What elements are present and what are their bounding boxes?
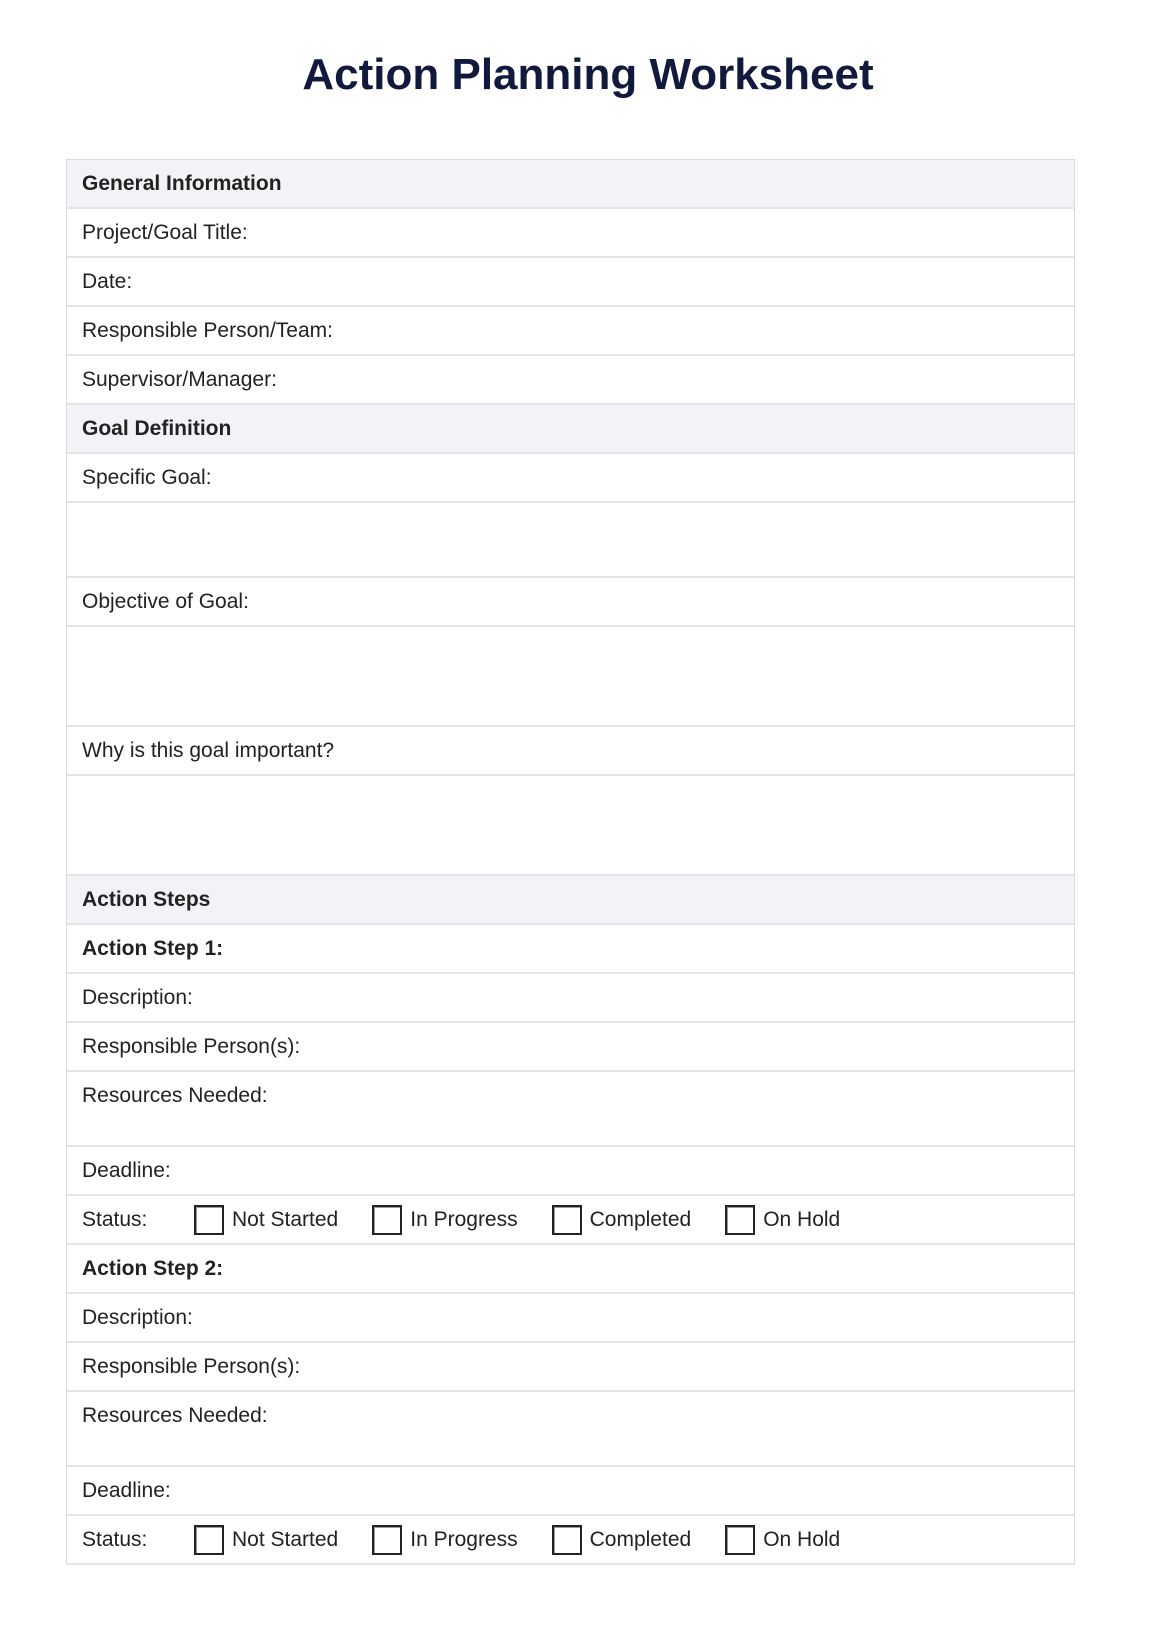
action-step-title: Action Step 2: — [67, 1245, 1074, 1294]
input-objective[interactable] — [67, 627, 1074, 727]
field-responsible-persons[interactable]: Responsible Person(s): — [67, 1023, 1074, 1072]
status-option-label: In Progress — [410, 1527, 518, 1551]
status-option-label: On Hold — [763, 1527, 841, 1551]
field-responsible-persons[interactable]: Responsible Person(s): — [67, 1343, 1074, 1392]
section-header-general: General Information — [67, 160, 1074, 209]
field-deadline[interactable]: Deadline: — [67, 1467, 1074, 1516]
checkbox-icon[interactable] — [194, 1525, 224, 1555]
status-row — [67, 1516, 1074, 1565]
status-option-label: Not Started — [232, 1207, 339, 1231]
status-option-completed[interactable] — [552, 1205, 692, 1235]
status-label: Status: — [82, 1207, 148, 1231]
field-resources-needed[interactable]: Resources Needed: — [67, 1072, 1074, 1147]
field-resources-needed[interactable]: Resources Needed: — [67, 1392, 1074, 1467]
status-option-in-progress[interactable] — [372, 1205, 517, 1235]
checkbox-icon[interactable] — [552, 1525, 582, 1555]
action-step-title: Action Step 1: — [67, 925, 1074, 974]
field-responsible-team[interactable]: Responsible Person/Team: — [67, 307, 1074, 356]
field-supervisor[interactable]: Supervisor/Manager: — [67, 356, 1074, 405]
checkbox-icon[interactable] — [372, 1205, 402, 1235]
section-header-goal: Goal Definition — [67, 405, 1074, 454]
status-option-completed[interactable] — [552, 1525, 692, 1555]
input-why-important[interactable] — [67, 776, 1074, 876]
status-option-label: Completed — [589, 1527, 692, 1551]
status-option-in-progress[interactable] — [372, 1525, 517, 1555]
checkbox-icon[interactable] — [194, 1205, 224, 1235]
section-header-actions: Action Steps — [67, 876, 1074, 925]
label-objective: Objective of Goal: — [67, 578, 1074, 627]
worksheet-table — [66, 159, 1075, 1565]
status-label: Status: — [82, 1527, 148, 1551]
status-option-label: On Hold — [763, 1207, 841, 1231]
status-option-on-hold[interactable] — [725, 1525, 840, 1555]
checkbox-icon[interactable] — [552, 1205, 582, 1235]
status-option-not-started[interactable] — [194, 1205, 338, 1235]
field-description[interactable]: Description: — [67, 1294, 1074, 1343]
status-option-label: Not Started — [232, 1527, 339, 1551]
status-option-label: In Progress — [410, 1207, 518, 1231]
status-option-not-started[interactable] — [194, 1525, 338, 1555]
input-specific-goal[interactable] — [67, 503, 1074, 578]
status-option-on-hold[interactable] — [725, 1205, 840, 1235]
field-description[interactable]: Description: — [67, 974, 1074, 1023]
status-row — [67, 1196, 1074, 1245]
checkbox-icon[interactable] — [372, 1525, 402, 1555]
label-why-important: Why is this goal important? — [67, 727, 1074, 776]
checkbox-icon[interactable] — [725, 1205, 755, 1235]
field-project-title[interactable]: Project/Goal Title: — [67, 209, 1074, 258]
label-specific-goal: Specific Goal: — [67, 454, 1074, 503]
status-option-label: Completed — [589, 1207, 692, 1231]
field-deadline[interactable]: Deadline: — [67, 1147, 1074, 1196]
checkbox-icon[interactable] — [725, 1525, 755, 1555]
field-date[interactable]: Date: — [67, 258, 1074, 307]
page-title: Action Planning Worksheet — [302, 50, 874, 99]
